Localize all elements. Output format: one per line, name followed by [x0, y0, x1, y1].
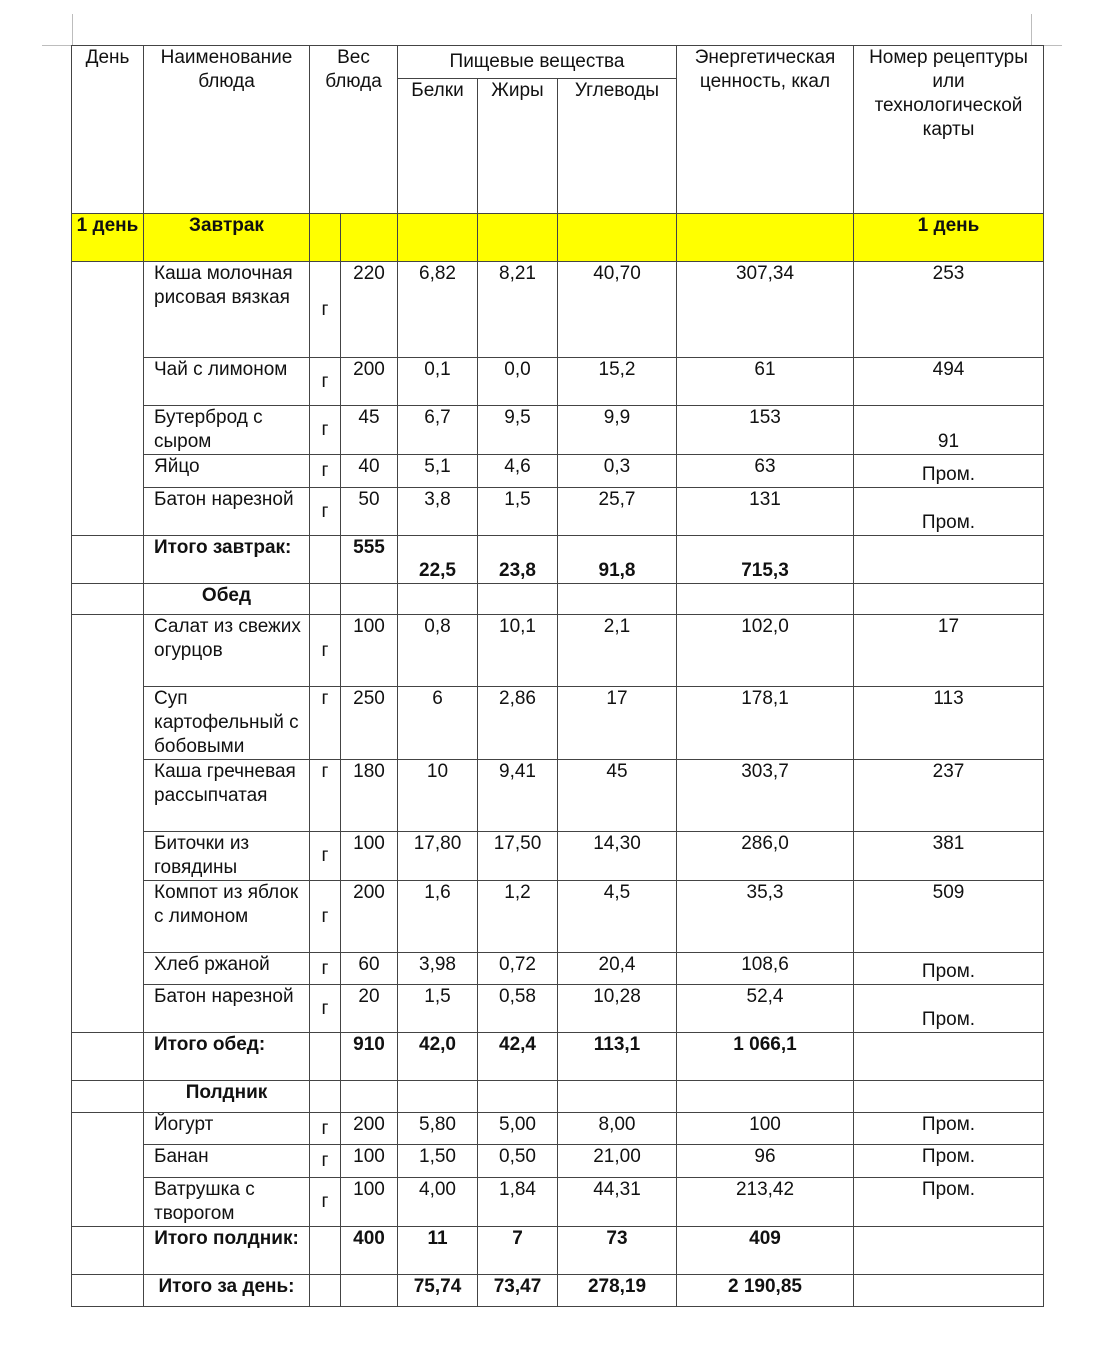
dish-energy: 63 — [677, 455, 854, 488]
table-row — [72, 1113, 1044, 1145]
dish-recipe: Пром. — [854, 985, 1044, 1033]
dish-recipe: Пром. — [854, 1145, 1044, 1178]
dish-recipe: Пром. — [854, 488, 1044, 536]
total-carbs: 113,1 — [558, 1033, 677, 1081]
dish-name: Биточки из говядины — [144, 832, 310, 881]
dish-carbs: 17 — [558, 687, 677, 760]
day-total-energy: 2 190,85 — [677, 1275, 854, 1307]
dish-energy: 108,6 — [677, 953, 854, 985]
day-recipe-label: 1 день — [854, 214, 1044, 262]
dish-energy: 213,42 — [677, 1178, 854, 1227]
dish-name: Батон нарезной — [144, 488, 310, 536]
dish-carbs: 20,4 — [558, 953, 677, 985]
menu-table — [71, 45, 1044, 1307]
total-weight: 400 — [341, 1227, 398, 1275]
dish-unit: г — [310, 262, 341, 358]
dish-fats: 0,72 — [478, 953, 558, 985]
total-label: Итого обед: — [144, 1033, 310, 1081]
dish-name: Ватрушка с творогом — [144, 1178, 310, 1227]
dish-carbs: 8,00 — [558, 1113, 677, 1145]
total-carbs: 73 — [558, 1227, 677, 1275]
dish-fats: 4,6 — [478, 455, 558, 488]
dish-recipe: Пром. — [854, 1178, 1044, 1227]
dish-unit: г — [310, 881, 341, 953]
dish-proteins: 10 — [398, 760, 478, 832]
day-total-proteins: 75,74 — [398, 1275, 478, 1307]
dish-carbs: 2,1 — [558, 615, 677, 687]
dish-proteins: 3,98 — [398, 953, 478, 985]
header-recipe: Номер рецептуры или технологической карты — [854, 46, 1044, 214]
dish-unit: г — [310, 455, 341, 488]
dish-carbs: 44,31 — [558, 1178, 677, 1227]
dish-carbs: 0,3 — [558, 455, 677, 488]
dish-carbs: 40,70 — [558, 262, 677, 358]
total-proteins: 11 — [398, 1227, 478, 1275]
total-fats: 23,8 — [478, 536, 558, 584]
dish-name: Чай с лимоном — [144, 358, 310, 406]
snack-total-row — [72, 1227, 1044, 1275]
dish-unit: г — [310, 832, 341, 881]
dish-proteins: 5,80 — [398, 1113, 478, 1145]
dish-energy: 52,4 — [677, 985, 854, 1033]
dish-recipe: 17 — [854, 615, 1044, 687]
dish-proteins: 6,82 — [398, 262, 478, 358]
dish-fats: 0,0 — [478, 358, 558, 406]
dish-fats: 1,84 — [478, 1178, 558, 1227]
dish-name: Хлеб ржаной — [144, 953, 310, 985]
total-label: Итого завтрак: — [144, 536, 310, 584]
dish-proteins: 0,1 — [398, 358, 478, 406]
dish-carbs: 4,5 — [558, 881, 677, 953]
total-proteins: 22,5 — [398, 536, 478, 584]
total-proteins: 42,0 — [398, 1033, 478, 1081]
table-row — [72, 953, 1044, 985]
dish-weight: 60 — [341, 953, 398, 985]
dish-recipe: 494 — [854, 358, 1044, 406]
dish-name: Каша гречневая рассыпчатая — [144, 760, 310, 832]
dish-energy: 102,0 — [677, 615, 854, 687]
table-row — [72, 488, 1044, 536]
dish-energy: 286,0 — [677, 832, 854, 881]
dish-unit: г — [310, 406, 341, 455]
dish-energy: 303,7 — [677, 760, 854, 832]
dish-name: Компот из яблок с лимоном — [144, 881, 310, 953]
dish-unit: г — [310, 1113, 341, 1145]
dish-proteins: 6,7 — [398, 406, 478, 455]
dish-weight: 45 — [341, 406, 398, 455]
dish-recipe: Пром. — [854, 953, 1044, 985]
dish-recipe: Пром. — [854, 1113, 1044, 1145]
dish-proteins: 4,00 — [398, 1178, 478, 1227]
dish-energy: 131 — [677, 488, 854, 536]
total-fats: 7 — [478, 1227, 558, 1275]
dish-energy: 35,3 — [677, 881, 854, 953]
dish-fats: 5,00 — [478, 1113, 558, 1145]
day-total-carbs: 278,19 — [558, 1275, 677, 1307]
dish-carbs: 14,30 — [558, 832, 677, 881]
lunch-total-row — [72, 1033, 1044, 1081]
dish-fats: 1,5 — [478, 488, 558, 536]
header-weight: Вес блюда — [310, 46, 398, 214]
dish-proteins: 1,50 — [398, 1145, 478, 1178]
dish-weight: 180 — [341, 760, 398, 832]
header-day: День — [72, 46, 144, 214]
dish-fats: 0,58 — [478, 985, 558, 1033]
dish-name: Суп картофельный с бобовыми — [144, 687, 310, 760]
dish-weight: 50 — [341, 488, 398, 536]
dish-unit: г — [310, 953, 341, 985]
dish-weight: 200 — [341, 358, 398, 406]
dish-weight: 200 — [341, 881, 398, 953]
dish-carbs: 9,9 — [558, 406, 677, 455]
dish-proteins: 3,8 — [398, 488, 478, 536]
dish-energy: 153 — [677, 406, 854, 455]
dish-energy: 100 — [677, 1113, 854, 1145]
dish-weight: 100 — [341, 1178, 398, 1227]
header-carbs: Углеводы — [558, 79, 677, 214]
day-total-fats: 73,47 — [478, 1275, 558, 1307]
day-total-row — [72, 1275, 1044, 1307]
dish-recipe: 509 — [854, 881, 1044, 953]
dish-carbs: 45 — [558, 760, 677, 832]
header-fats: Жиры — [478, 79, 558, 214]
dish-energy: 61 — [677, 358, 854, 406]
total-weight: 910 — [341, 1033, 398, 1081]
dish-unit: г — [310, 760, 341, 832]
day-cell-empty — [72, 615, 144, 1033]
total-label: Итого полдник: — [144, 1227, 310, 1275]
total-energy: 409 — [677, 1227, 854, 1275]
page-margin-mark-right — [1031, 14, 1032, 46]
meal-breakfast-title: Завтрак — [144, 214, 310, 262]
dish-fats: 10,1 — [478, 615, 558, 687]
dish-weight: 40 — [341, 455, 398, 488]
total-energy: 715,3 — [677, 536, 854, 584]
dish-unit: г — [310, 615, 341, 687]
dish-name: Бутерброд с сыром — [144, 406, 310, 455]
dish-name: Йогурт — [144, 1113, 310, 1145]
dish-proteins: 5,1 — [398, 455, 478, 488]
dish-unit: г — [310, 1178, 341, 1227]
day-cell-empty — [72, 1113, 144, 1227]
dish-proteins: 17,80 — [398, 832, 478, 881]
meal-snack-title: Полдник — [144, 1081, 310, 1113]
table-row — [72, 262, 1044, 358]
dish-name: Яйцо — [144, 455, 310, 488]
dish-unit: г — [310, 358, 341, 406]
table-row — [72, 1178, 1044, 1227]
dish-weight: 100 — [341, 615, 398, 687]
snack-title-row — [72, 1081, 1044, 1113]
table-row — [72, 881, 1044, 953]
dish-recipe: 253 — [854, 262, 1044, 358]
dish-unit: г — [310, 687, 341, 760]
dish-recipe: 91 — [854, 406, 1044, 455]
table-row — [72, 406, 1044, 455]
meal-lunch-title: Обед — [144, 584, 310, 615]
dish-weight: 100 — [341, 1145, 398, 1178]
day-label: 1 день — [72, 214, 144, 262]
dish-energy: 96 — [677, 1145, 854, 1178]
dish-unit: г — [310, 1145, 341, 1178]
dish-carbs: 15,2 — [558, 358, 677, 406]
dish-fats: 2,86 — [478, 687, 558, 760]
dish-proteins: 0,8 — [398, 615, 478, 687]
header-nutrients: Пищевые вещества — [398, 46, 677, 79]
table-row — [72, 1145, 1044, 1178]
header-proteins: Белки — [398, 79, 478, 214]
dish-recipe: 113 — [854, 687, 1044, 760]
dish-fats: 8,21 — [478, 262, 558, 358]
total-fats: 42,4 — [478, 1033, 558, 1081]
dish-weight: 100 — [341, 832, 398, 881]
dish-name: Банан — [144, 1145, 310, 1178]
page-margin-mark-left — [72, 14, 73, 46]
table-row — [72, 687, 1044, 760]
dish-weight: 220 — [341, 262, 398, 358]
table-row — [72, 615, 1044, 687]
dish-proteins: 6 — [398, 687, 478, 760]
dish-weight: 200 — [341, 1113, 398, 1145]
day-total-label: Итого за день: — [144, 1275, 310, 1307]
table-row — [72, 358, 1044, 406]
dish-fats: 9,5 — [478, 406, 558, 455]
dish-fats: 0,50 — [478, 1145, 558, 1178]
dish-name: Батон нарезной — [144, 985, 310, 1033]
dish-proteins: 1,6 — [398, 881, 478, 953]
table-row — [72, 760, 1044, 832]
dish-name: Каша молочная рисовая вязкая — [144, 262, 310, 358]
lunch-title-row — [72, 584, 1044, 615]
breakfast-total-row — [72, 536, 1044, 584]
dish-carbs: 10,28 — [558, 985, 677, 1033]
total-energy: 1 066,1 — [677, 1033, 854, 1081]
total-weight: 555 — [341, 536, 398, 584]
dish-weight: 250 — [341, 687, 398, 760]
header-dish-name: Наименование блюда — [144, 46, 310, 214]
dish-energy: 178,1 — [677, 687, 854, 760]
total-carbs: 91,8 — [558, 536, 677, 584]
table-row — [72, 455, 1044, 488]
dish-fats: 9,41 — [478, 760, 558, 832]
dish-energy: 307,34 — [677, 262, 854, 358]
dish-weight: 20 — [341, 985, 398, 1033]
dish-recipe: 381 — [854, 832, 1044, 881]
table-row — [72, 832, 1044, 881]
dish-carbs: 25,7 — [558, 488, 677, 536]
dish-recipe: 237 — [854, 760, 1044, 832]
day-cell-empty — [72, 262, 144, 536]
dish-unit: г — [310, 985, 341, 1033]
header-energy: Энергетическая ценность, ккал — [677, 46, 854, 214]
dish-proteins: 1,5 — [398, 985, 478, 1033]
day-row — [72, 214, 1044, 262]
dish-recipe: Пром. — [854, 455, 1044, 488]
header-row — [72, 46, 1044, 79]
dish-name: Салат из свежих огурцов — [144, 615, 310, 687]
dish-fats: 1,2 — [478, 881, 558, 953]
dish-carbs: 21,00 — [558, 1145, 677, 1178]
table-row — [72, 985, 1044, 1033]
dish-unit: г — [310, 488, 341, 536]
dish-fats: 17,50 — [478, 832, 558, 881]
